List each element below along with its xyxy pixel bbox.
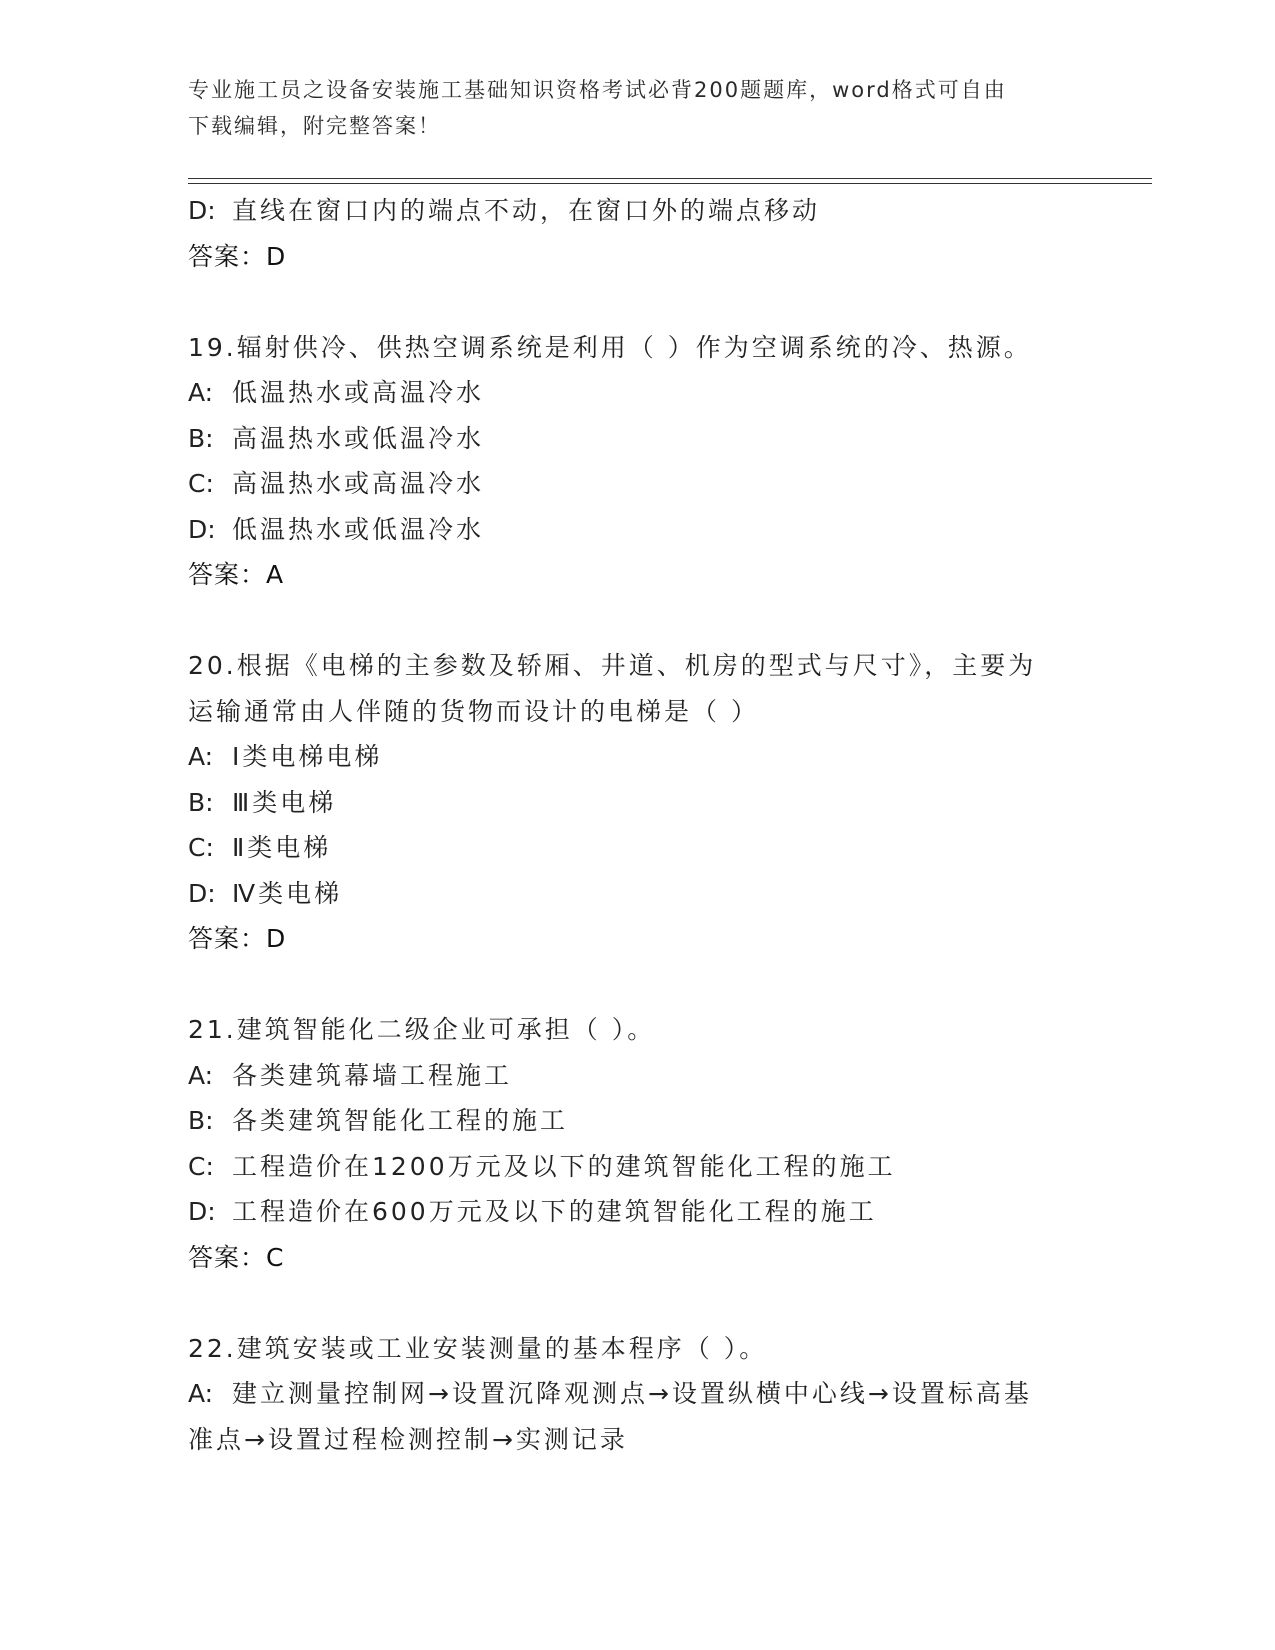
question-21 [188,1007,1088,1280]
option-label: D: [188,878,216,908]
option-label: D: [188,196,216,225]
question-stem: 22.建筑安装或工业安装测量的基本程序（ ）。 [188,1333,768,1363]
option-label: C: [188,833,214,862]
question-22 [188,1326,1088,1463]
answer-line: 答案：D [188,924,287,953]
option-label: A: [188,1379,214,1408]
spacer [188,598,1088,644]
option-text: 建立测量控制网→设置沉降观测点→设置纵横中心线→设置标高基 [232,1379,1032,1408]
option-label: C: [188,469,214,498]
header-rule-top [188,178,1152,179]
option-text: 低温热水或高温冷水 [232,378,485,407]
option-a [188,1053,1088,1099]
option-d [188,507,1088,553]
option-label: B: [188,1106,214,1135]
option-d [188,871,1088,917]
option-text-continued: 准点→设置过程检测控制→实测记录 [188,1424,628,1454]
header-line-2: 下载编辑，附完整答案！ [188,114,441,138]
question-stem-continued: 运输通常由人伴随的货物而设计的电梯是（ ） [188,696,759,726]
option-label: B: [188,787,214,817]
option-text: 各类建筑智能化工程的施工 [232,1106,569,1135]
option-label: A: [188,1060,214,1090]
question-19 [188,325,1088,598]
option-a [188,1371,1088,1417]
document-body [188,188,1088,1462]
spacer [188,279,1088,325]
option-text: Ⅱ类电梯 [232,833,332,862]
spacer [188,962,1088,1008]
answer-line: 答案：C [188,1242,285,1272]
option-c [188,1144,1088,1190]
option-c [188,825,1088,871]
option-b [188,1098,1088,1144]
option-text: 直线在窗口内的端点不动，在窗口外的端点移动 [232,196,821,225]
option-text: 工程造价在600万元及以下的建筑智能化工程的施工 [232,1197,877,1226]
option-c [188,461,1088,507]
header-rule-bottom [188,183,1152,184]
option-b [188,780,1088,826]
question-stem: 19.辐射供冷、供热空调系统是利用（ ）作为空调系统的冷、热源。 [188,332,1032,362]
option-text: Ⅳ类电梯 [232,878,343,908]
answer-line: 答案：A [188,560,285,589]
option-b [188,416,1088,462]
document-header [188,72,1088,144]
option-label: B: [188,423,214,453]
option-a [188,370,1088,416]
option-label: A: [188,742,214,771]
option-text: 各类建筑幕墙工程施工 [232,1060,513,1090]
option-text: Ⅰ类电梯电梯 [232,742,383,771]
option-text: 高温热水或低温冷水 [232,423,485,453]
question-20 [188,643,1088,962]
option-label: A: [188,378,214,407]
option-a [188,734,1088,780]
option-label: C: [188,1151,214,1181]
spacer [188,1280,1088,1326]
option-text: 工程造价在1200万元及以下的建筑智能化工程的施工 [232,1151,896,1181]
option-text: Ⅲ类电梯 [232,787,337,817]
option-d [188,188,1088,234]
question-stem: 21.建筑智能化二级企业可承担（ ）。 [188,1015,656,1044]
option-text: 高温热水或高温冷水 [232,469,485,498]
option-d [188,1189,1088,1235]
answer-line: 答案：D [188,241,287,271]
option-label: D: [188,514,216,544]
option-label: D: [188,1197,216,1226]
header-line-1: 专业施工员之设备安装施工基础知识资格考试必背200题题库，word格式可自由 [188,78,1007,102]
question-stem: 20.根据《电梯的主参数及轿厢、井道、机房的型式与尺寸》，主要为 [188,651,1037,680]
option-text: 低温热水或低温冷水 [232,514,485,544]
